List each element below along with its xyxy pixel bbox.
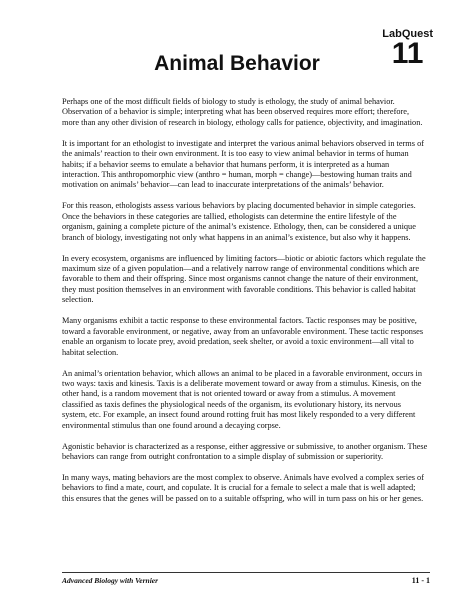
lab-number: 11 — [391, 37, 424, 70]
paragraph-mating-behavior: In many ways, mating behaviors are the most complex to observe. Animals have evolved a complex series of behaviors to find a mate, court, and copulate. It is crucial for a female to select a male that is well adapted; this ensures that the genes will be passed on to a suitable offspring, who will in turn pass on his or her genes. — [62, 472, 424, 503]
labquest-label: LabQuest — [382, 28, 433, 40]
paragraph-limiting-factors: In every ecosystem, organisms are influenced by limiting factors—biotic or abiotic factors which regulate the maximum size of a given population—and a relatively narrow range of environmental conditions which are favorable to them and their offspring. Since most organisms cannot change the nature of their environment, they must position themselves in an environment with favorable conditions. This behavior is called habitat selection. — [62, 253, 426, 305]
paragraph-tactic-response: Many organisms exhibit a tactic response to these environmental factors. Tactic responses may be positive, toward a favorable environment, or negative, away from an unfavorable environment. These tactic responses enable an organism to locate prey, avoid predation, seek shelter, or avoid a toxic environment—all vital to habitat selection. — [62, 316, 424, 357]
paragraph-anthropomorphism: It is important for an ethologist to investigate and interpret the various animal behaviors observed in terms of the animals’ reaction to their own environment. It is too easy to view animal behavior in terms of human habits; if a behavior seems to emulate a behavior that humans perform, it is interpreted as a human interaction. This anthropomorphic view (anthro = human, morph = change)—bestowing human traits and motivation on animals’ behavior—can lead to inaccurate interpretations of the animals’ behavior. — [62, 138, 424, 190]
paragraph-agonistic-behavior: Agonistic behavior is characterized as a response, either aggressive or submissive, to another organism. These behaviors can range from outright confrontation to a simple display of submission or superiority. — [62, 441, 428, 461]
body-text — [62, 97, 428, 515]
paragraph-categories: For this reason, ethologists assess various behaviors by placing documented behavior in simple categories. Once the behaviors in these categories are tallied, ethologists can determine the entire lifestyle of the organism, gaining a complete picture of the animal’s existence. Ethology, then, can be considered a unique branch of biology, investigating not only what happens in an animal’s existence, but also why it happens. — [62, 201, 416, 242]
footer-book-title: Advanced Biology with Vernier — [62, 576, 159, 585]
paragraph-ethology-intro: Perhaps one of the most difficult fields of biology to study is ethology, the study of animal behavior. Observation of a behavior is simple; interpreting what has been observed requires more effort; therefore, more than any other division of research in biology, ethology calls for patience, objectivity, and imagination. — [62, 97, 423, 127]
paragraph-orientation-behavior: An animal’s orientation behavior, which allows an animal to be placed in a favorable environment, occurs in two ways: taxis and kinesis. Taxis is a deliberate movement toward or away from a stimulus. Kinesis, on the other hand, is a random movement that is not oriented toward or away from a stimulus. A movement classified as taxis defines the physiological needs of the organism, its evolutionary history, its nervous system, etc. For example, an insect found around rotting fruit has most likely responded to a very different environmental stimulus than one found around a decaying corpse. — [62, 368, 423, 430]
footer-divider — [62, 572, 430, 573]
footer-page-number: 11 - 1 — [411, 576, 430, 585]
page-title: Animal Behavior — [154, 52, 320, 75]
